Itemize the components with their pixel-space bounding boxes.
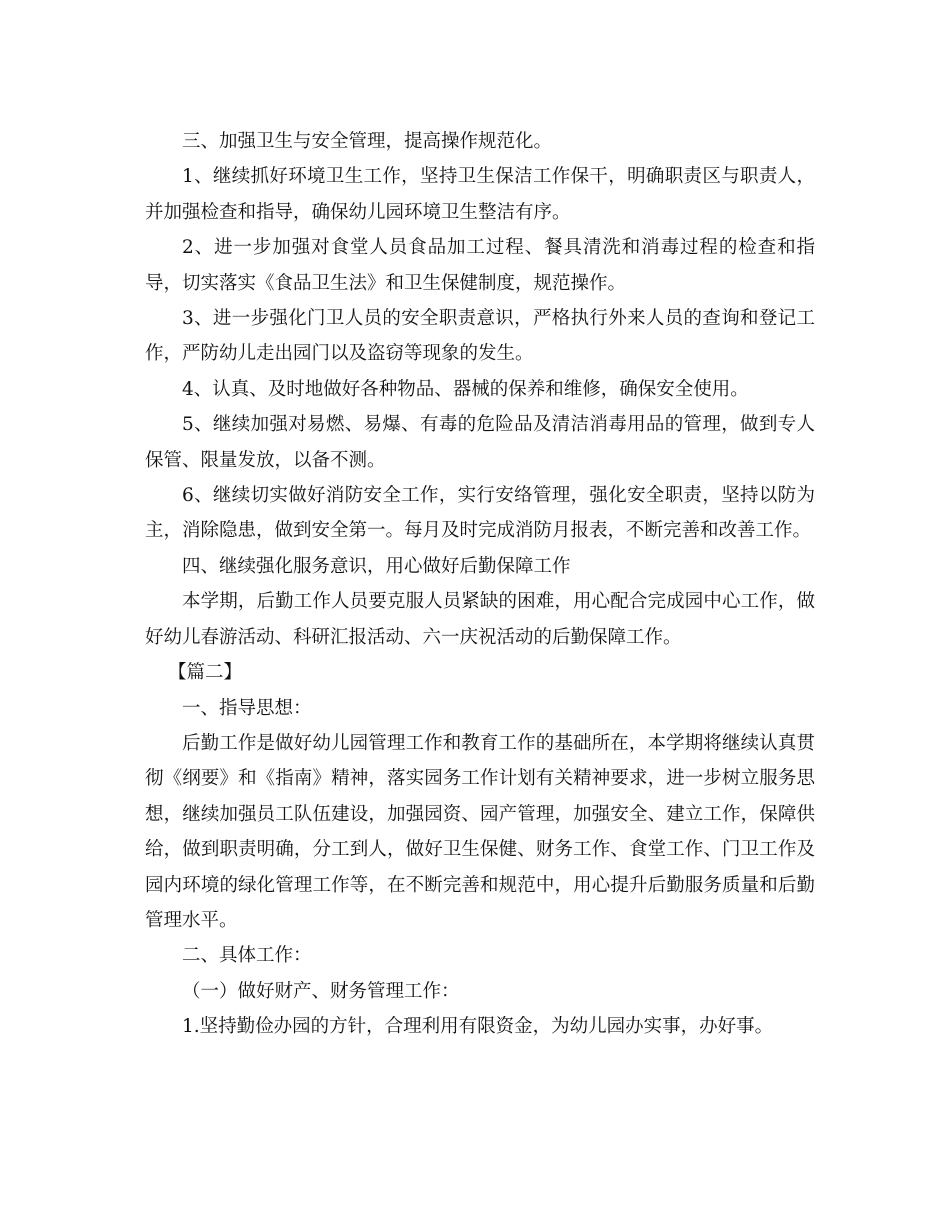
section-heading-guiding-thought: 一、指导思想：	[182, 697, 312, 719]
subsection-heading-finance: （一）做好财产、财务管理工作：	[182, 980, 460, 1002]
paragraph-item-4: 4、认真、及时地做好各种物品、器械的保养和维修，确保安全使用。	[182, 378, 749, 400]
paragraph-semester: 本学期，后勤工作人员要克服人员紧缺的困难，用心配合完成园中心工作，做好幼儿春游活动、科研汇报活动、六一庆祝活动的后勤保障工作。	[145, 591, 815, 648]
paragraph-item-1: 1、继续抓好环境卫生工作，坚持卫生保洁工作保干，明确职责区与职责人，并加强检查和指导，确保幼儿园环境卫生整洁有序。	[145, 166, 815, 223]
section-heading-3: 三、加强卫生与安全管理，提高操作规范化。	[182, 131, 553, 152]
paragraph-item-3: 3、进一步强化门卫人员的安全职责意识，严格执行外来人员的查询和登记工作，严防幼儿走出园门以及盗窃等现象的发生。	[145, 308, 815, 365]
paragraph-item-5: 5、继续加强对易燃、易爆、有毒的危险品及清洁消毒用品的管理，做到专人保管、限量发放，以备不测。	[145, 414, 815, 471]
section-heading-4: 四、继续强化服务意识，用心做好后勤保障工作	[182, 555, 571, 577]
part-two-heading: 【篇二】	[168, 662, 243, 684]
section-heading-specific-work: 二、具体工作：	[182, 945, 312, 967]
paragraph-guiding-thought: 后勤工作是做好幼儿园管理工作和教育工作的基础所在，本学期将继续认真贯彻《纲要》和《指南》精神，落实园务工作计划有关精神要求，进一步树立服务思想，继续加强员工队伍建设，加强园资、园产管理，加强安全、建立工作，保障供给，做到职责明确，分工到人，做好卫生保健、财务工作、食堂工作、门卫工作及园内环境的绿化管理工作等，在不断完善和规范中，用心提升后勤服务质量和后勤管理水平。	[145, 732, 815, 931]
paragraph-item-2: 2、进一步加强对食堂人员食品加工过程、餐具清洗和消毒过程的检查和指导，切实落实《食品卫生法》和卫生保健制度，规范操作。	[145, 237, 815, 294]
document-body	[145, 124, 815, 1045]
paragraph-finance-1: 1.坚持勤俭办园的方针，合理利用有限资金，为幼儿园办实事，办好事。	[182, 1016, 774, 1038]
paragraph-item-6: 6、继续切实做好消防安全工作，实行安络管理，强化安全职责，坚持以防为主，消除隐患，做到安全第一。每月及时完成消防月报表，不断完善和改善工作。	[145, 485, 815, 542]
